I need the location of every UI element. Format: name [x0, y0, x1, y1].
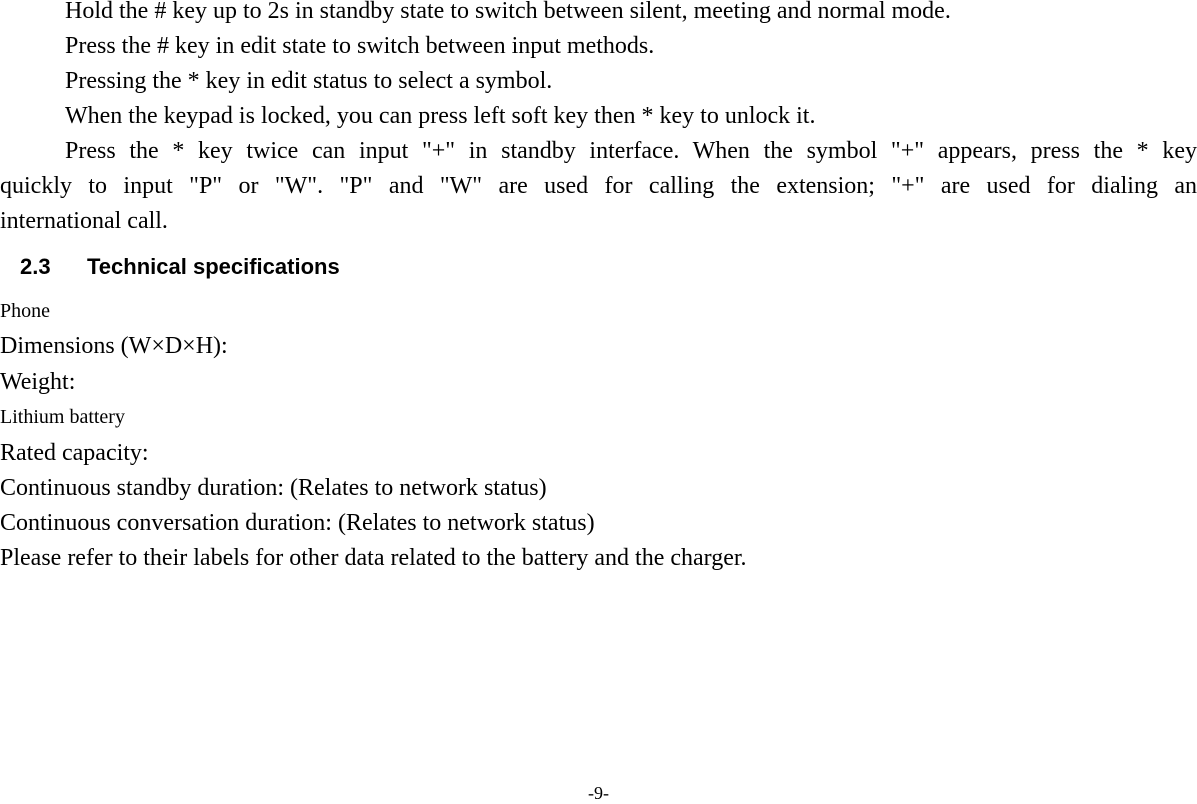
spec-standby-duration: Continuous standby duration: (Relates to network status): [0, 475, 547, 501]
spec-rated-capacity: Rated capacity:: [0, 440, 149, 466]
paragraph-plus-input-line3: international call.: [0, 208, 168, 234]
paragraph-plus-input-line2: quickly to input "P" or "W". "P" and "W" are used for calling the extension; "+" are used for dialing an: [0, 173, 1197, 199]
spec-phone-label: Phone: [0, 300, 50, 322]
spec-conversation-duration: Continuous conversation duration: (Relates to network status): [0, 510, 595, 536]
spec-dimensions: Dimensions (W×D×H):: [0, 333, 228, 359]
paragraph-hash-key-hold: Hold the # key up to 2s in standby state to switch between silent, meeting and normal mode.: [65, 0, 951, 24]
spec-weight: Weight:: [0, 369, 76, 395]
paragraph-hash-key-edit: Press the # key in edit state to switch between input methods.: [65, 33, 655, 59]
page-number: -9-: [588, 783, 609, 803]
section-title: Technical specifications: [87, 254, 340, 279]
section-number: 2.3: [20, 254, 51, 279]
spec-battery-note: Please refer to their labels for other data related to the battery and the charger.: [0, 545, 747, 571]
paragraph-plus-input-line1: Press the * key twice can input "+" in standby interface. When the symbol "+" appears, press the * key: [65, 138, 1197, 164]
paragraph-keypad-unlock: When the keypad is locked, you can press left soft key then * key to unlock it.: [65, 103, 816, 129]
section-heading: [20, 253, 340, 281]
paragraph-star-key-symbol: Pressing the * key in edit status to select a symbol.: [65, 68, 553, 94]
spec-battery-label: Lithium battery: [0, 406, 125, 428]
